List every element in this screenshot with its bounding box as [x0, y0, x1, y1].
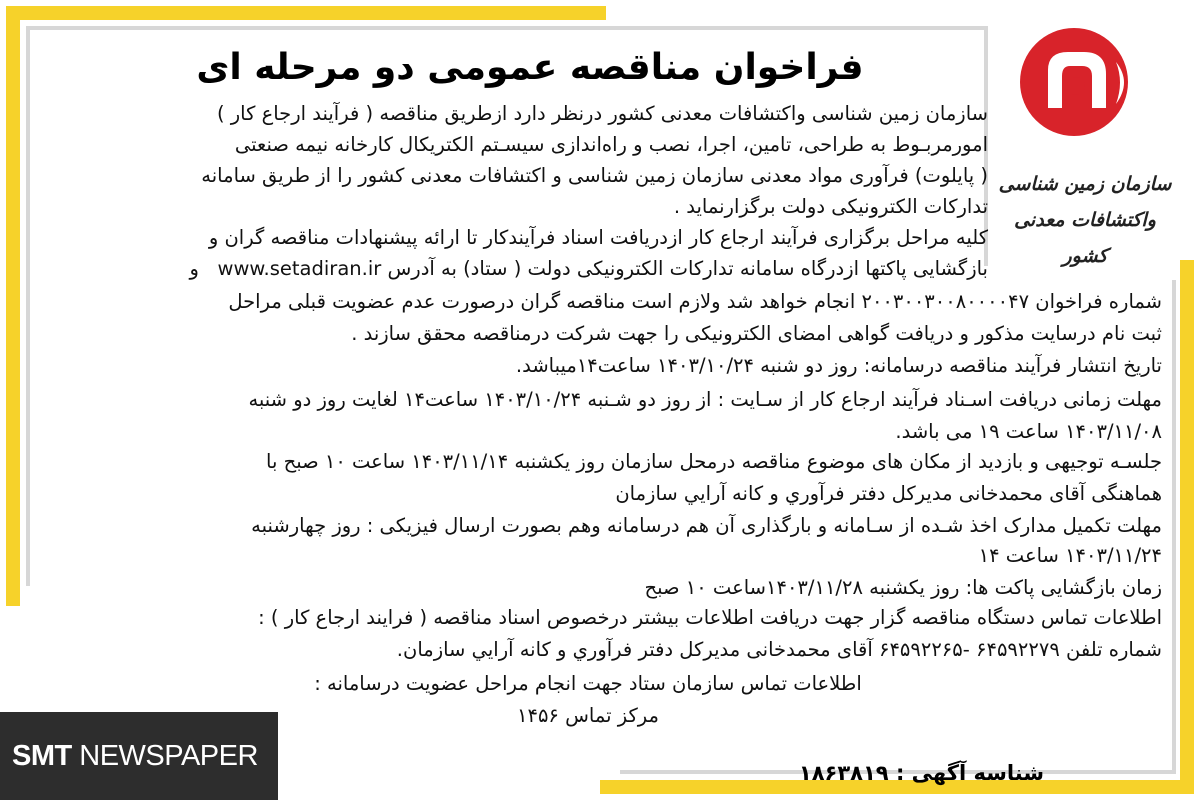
watermark-brand — [12, 740, 258, 773]
organization-logo — [990, 20, 1180, 267]
address-line — [30, 253, 988, 284]
detail-line-3: تاریخ انتشار فرآیند مناقصه درسامانه: روز دو شنبه ۱۴۰۳/۱۰/۲۴ ساعت۱۴میباشد. — [515, 354, 1162, 377]
ad-identifier-value: ۱۸۶۳۸۱۹ — [798, 761, 889, 785]
ad-identifier-label: شناسه آگهی : — [895, 761, 1044, 785]
intro-line-4: تدارکات الکترونیکی دولت برگزارنماید . — [673, 195, 988, 218]
frame-right-inner — [1172, 280, 1176, 774]
intro-line-2: امورمربـوط به طراحی، تامین، اجرا، نصب و راه‌اندازی سیسـتم الکتریکال کارخانه نیمه صنعتی — [234, 133, 988, 156]
organization-emblem-icon — [1012, 22, 1142, 142]
page-title: فراخوان مناقصه عمومی دو مرحله ای — [196, 47, 864, 88]
watermark-brand-rest: NEWSPAPER — [71, 740, 258, 772]
organization-name-line1: سازمان زمین شناسی — [998, 173, 1172, 195]
detail-line-2: ثبت نام درسایت مذکور و دریافت گواهی امضای الکترونیکی را جهت شرکت درمناقصه محقق سازند . — [351, 322, 1162, 345]
intro-line-3: ( پایلوت) فرآوری مواد معدنی سازمان زمین شناسی و اکتشافات معدنی کشور را از طریق سامانه — [201, 164, 988, 187]
detail-line-1: شماره فراخوان ۲۰۰۳۰۰۳۰۰۸۰۰۰۰۴۷ انجام خواهد شد ولازم است مناقصه گران درصورت عدم عضویت قبلی مراحل — [228, 290, 1162, 313]
detail-line-10: زمان بازگشایی پاکت ها: روز یکشنبه ۱۴۰۳/۱۱/۲۸ساعت ۱۰ صبح — [644, 576, 1162, 599]
frame-top-inner — [26, 26, 986, 30]
intro-line-1: سازمان زمین شناسی واکتشافات معدنی کشور درنظر دارد ازطریق مناقصه ( فرآیند ارجاع کار ) — [216, 102, 988, 125]
frame-top-bar — [6, 6, 606, 20]
organization-name-line2: واکتشافات معدنی کشور — [1014, 209, 1156, 267]
newspaper-watermark — [0, 712, 278, 800]
detail-line-11: اطلاعات تماس دستگاه مناقصه گزار جهت دریافت اطلاعات بیشتر درخصوص اسناد مناقصه ( فرایند ارجاع کار ) : — [258, 606, 1162, 629]
closing-line-2: مرکز تماس ۱۴۵۶ — [517, 704, 659, 727]
detail-line-7: هماهنگی آقای محمدخانی مدیرکل دفتر فرآوري و کانه آرايي سازمان — [615, 482, 1162, 505]
detail-line-9: ۱۴۰۳/۱۱/۲۴ ساعت ۱۴ — [978, 544, 1162, 567]
setadiran-url: www.setadiran.ir — [217, 257, 382, 280]
detail-line-12: شماره تلفن ۶۴۵۹۲۲۷۹ -۶۴۵۹۲۲۶۵ آقای محمدخانی مدیرکل دفتر فرآوري و کانه آرايي سازمان. — [396, 638, 1162, 661]
detail-line-8: مهلت تکمیل مدارک اخذ شـده از سـامانه و بارگذاری آن هم درسامانه وهم بصورت ارسال فیزیکی : روز چهارشنبه — [251, 514, 1162, 537]
closing-line-1: اطلاعات تماس سازمان ستاد جهت انجام مراحل عضویت درسامانه : — [314, 672, 862, 695]
detail-line-4: مهلت زمانی دریافت اسـناد فرآیند ارجاع کار از سـایت : از روز دو شـنبه ۱۴۰۳/۱۰/۲۴ ساعت۱۴ لغایت روز دو شنبه — [248, 388, 1162, 411]
detail-line-5: ۱۴۰۳/۱۱/۰۸ ساعت ۱۹ می باشد. — [895, 420, 1162, 443]
detail-line-6: جلسـه توجیهی و بازدید از مکان های موضوع مناقصه درمحل سازمان روز یکشنبه ۱۴۰۳/۱۱/۱۴ ساعت ۱۰ صبح با — [266, 450, 1162, 473]
organization-name — [990, 166, 1180, 274]
address-line-text: بازگشایی پاکتها ازدرگاه سامانه تدارکات الکترونیکی دولت ( ستاد) به آدرس — [387, 257, 988, 280]
intro-line-5: کلیه مراحل برگزاری فرآیند ارجاع کار ازدریافت اسناد فرآیندکار تا ارائه پیشنهادات مناقصه گران و — [208, 226, 988, 249]
ad-identifier — [799, 756, 1044, 790]
address-line-conjunction: و — [189, 257, 199, 280]
frame-right-bar — [1180, 260, 1194, 794]
watermark-brand-bold: SMT — [12, 740, 72, 772]
